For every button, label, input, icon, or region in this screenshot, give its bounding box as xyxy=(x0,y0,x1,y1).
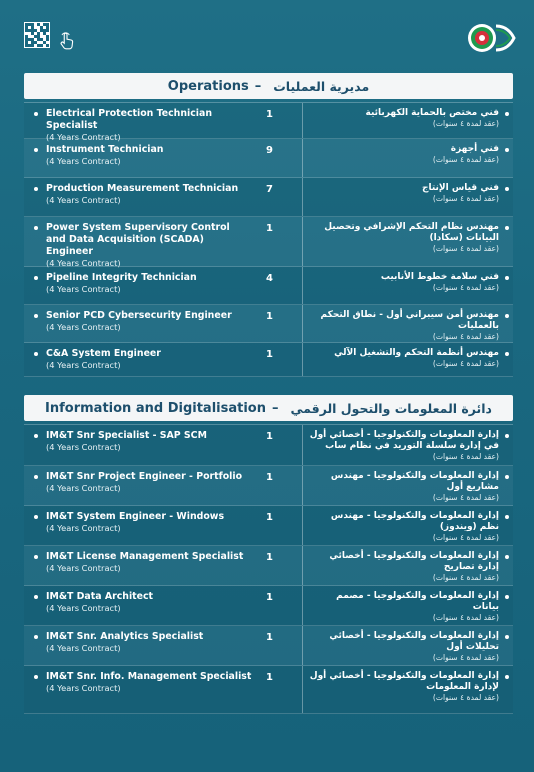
job-title-en: C&A System Engineer xyxy=(34,348,252,360)
vacancy-count: 1 xyxy=(266,223,273,234)
job-title-ar: إدارة المعلومات والتكنولوجيا - مهندس نظم (ويندوز) xyxy=(309,511,499,533)
page-header xyxy=(0,0,534,68)
contract-note-ar: (عقد لمدة ٤ سنوات) xyxy=(432,693,499,702)
contract-note-ar: (عقد لمدة ٤ سنوات) xyxy=(432,493,499,502)
table-row xyxy=(24,267,513,305)
section-title-ar: دائرة المعلومات والتحول الرقمي xyxy=(290,400,492,416)
contract-note-en: (4 Years Contract) xyxy=(46,483,121,493)
contract-note-ar: (عقد لمدة ٤ سنوات) xyxy=(432,194,499,203)
table-row xyxy=(24,466,513,506)
job-title-en: Production Measurement Technician xyxy=(34,183,252,195)
contract-note-en: (4 Years Contract) xyxy=(46,563,121,573)
vacancy-count: 1 xyxy=(266,431,273,442)
vacancy-count: 4 xyxy=(266,273,273,284)
job-title-en: Senior PCD Cybersecurity Engineer xyxy=(34,310,252,322)
table-row xyxy=(24,626,513,666)
tap-hand-icon xyxy=(56,30,78,52)
contract-note-en: (4 Years Contract) xyxy=(46,643,121,653)
table-row xyxy=(24,103,513,142)
vacancy-count: 1 xyxy=(266,472,273,483)
job-title-ar: فني مختص بالحماية الكهربائية xyxy=(309,108,499,119)
table-row xyxy=(24,139,513,178)
table-row xyxy=(24,178,513,217)
job-title-ar: إدارة المعلومات والتكنولوجيا - أخصائي إدارة تصاريح xyxy=(309,551,499,573)
job-title-en: IM&T Snr Project Engineer - Portfolio xyxy=(34,471,252,483)
contract-note-en: (4 Years Contract) xyxy=(46,603,121,613)
qr-code-icon[interactable] xyxy=(24,22,50,48)
section-title-ar: مديرية العمليات xyxy=(273,78,370,94)
job-title-en: Instrument Technician xyxy=(34,144,252,156)
job-title-en: IM&T Snr Specialist - SAP SCM xyxy=(34,430,252,442)
contract-note-ar: (عقد لمدة ٤ سنوات) xyxy=(432,573,499,582)
job-title-ar: فني سلامة خطوط الأنابيب xyxy=(309,272,499,283)
job-title-en: IM&T Snr. Info. Management Specialist xyxy=(34,671,252,683)
vacancy-count: 1 xyxy=(266,552,273,563)
section-title-en: Information and Digitalisation xyxy=(45,400,266,416)
table-row xyxy=(24,506,513,546)
contract-note-en: (4 Years Contract) xyxy=(46,195,121,205)
table-row xyxy=(24,217,513,267)
contract-note-ar: (عقد لمدة ٤ سنوات) xyxy=(432,613,499,622)
section-header-operations: Operations – مديرية العمليات xyxy=(24,73,513,99)
contract-note-ar: (عقد لمدة ٤ سنوات) xyxy=(432,332,499,341)
contract-note-ar: (عقد لمدة ٤ سنوات) xyxy=(432,359,499,368)
section-title-en: Operations xyxy=(167,78,249,94)
vacancy-count: 1 xyxy=(266,592,273,603)
company-logo-icon xyxy=(464,20,516,56)
section-header-information-digitalisation: Information and Digitalisation – دائرة المعلومات والتحول الرقمي xyxy=(24,395,513,421)
table-row xyxy=(24,666,513,714)
table-row xyxy=(24,305,513,343)
job-title-ar: إدارة المعلومات والتكنولوجيا - أخصائي أول في إدارة سلسلة التوريد في نظام ساب xyxy=(309,430,499,452)
contract-note-ar: (عقد لمدة ٤ سنوات) xyxy=(432,119,499,128)
contract-note-en: (4 Years Contract) xyxy=(46,322,121,332)
vacancy-count: 1 xyxy=(266,672,273,683)
vacancy-count: 1 xyxy=(266,512,273,523)
contract-note-ar: (عقد لمدة ٤ سنوات) xyxy=(432,533,499,542)
job-title-en: IM&T System Engineer - Windows xyxy=(34,511,252,523)
contract-note-ar: (عقد لمدة ٤ سنوات) xyxy=(432,283,499,292)
job-title-ar: فني أجهزة xyxy=(309,144,499,155)
contract-note-ar: (عقد لمدة ٤ سنوات) xyxy=(432,653,499,662)
job-title-en: IM&T License Management Specialist xyxy=(34,551,252,563)
vacancy-count: 1 xyxy=(266,349,273,360)
job-title-en: Power System Supervisory Control and Data Acquisition (SCADA) Engineer xyxy=(34,222,252,258)
table-row xyxy=(24,425,513,466)
operations-table xyxy=(24,102,513,377)
job-title-ar: مهندس أنظمة التحكم والتشغيل الآلي xyxy=(309,348,499,359)
contract-note-en: (4 Years Contract) xyxy=(46,442,121,452)
vacancy-count: 1 xyxy=(266,311,273,322)
table-row xyxy=(24,546,513,586)
vacancy-count: 1 xyxy=(266,632,273,643)
table-row xyxy=(24,343,513,377)
job-title-en: IM&T Snr. Analytics Specialist xyxy=(34,631,252,643)
contract-note-en: (4 Years Contract) xyxy=(46,360,121,370)
job-title-ar: مهندس نظام التحكم الإشرافي وتحصيل البيانات (سكادا) xyxy=(309,222,499,244)
job-title-ar: إدارة المعلومات والتكنولوجيا - مصمم بيانات xyxy=(309,591,499,613)
contract-note-ar: (عقد لمدة ٤ سنوات) xyxy=(432,244,499,253)
job-title-ar: إدارة المعلومات والتكنولوجيا - أخصائي تحليلات أول xyxy=(309,631,499,653)
job-title-ar: فني قياس الإنتاج xyxy=(309,183,499,194)
job-title-en: Electrical Protection Technician Specialist xyxy=(34,108,252,132)
vacancy-count: 7 xyxy=(266,184,273,195)
information-digitalisation-table xyxy=(24,424,513,714)
contract-note-en: (4 Years Contract) xyxy=(46,156,121,166)
contract-note-en: (4 Years Contract) xyxy=(46,258,121,268)
contract-note-en: (4 Years Contract) xyxy=(46,683,121,693)
job-title-en: Pipeline Integrity Technician xyxy=(34,272,252,284)
contract-note-en: (4 Years Contract) xyxy=(46,132,121,142)
contract-note-en: (4 Years Contract) xyxy=(46,284,121,294)
job-title-ar: إدارة المعلومات والتكنولوجيا - أخصائي أول لإدارة المعلومات xyxy=(309,671,499,693)
contract-note-en: (4 Years Contract) xyxy=(46,523,121,533)
job-title-ar: مهندس أمن سيبراني أول - نطاق التحكم بالعمليات xyxy=(309,310,499,332)
vacancy-count: 9 xyxy=(266,145,273,156)
job-title-ar: إدارة المعلومات والتكنولوجيا - مهندس مشاريع أول xyxy=(309,471,499,493)
vacancy-count: 1 xyxy=(266,109,273,120)
contract-note-ar: (عقد لمدة ٤ سنوات) xyxy=(432,155,499,164)
table-row xyxy=(24,586,513,626)
contract-note-ar: (عقد لمدة ٤ سنوات) xyxy=(432,452,499,461)
job-title-en: IM&T Data Architect xyxy=(34,591,252,603)
